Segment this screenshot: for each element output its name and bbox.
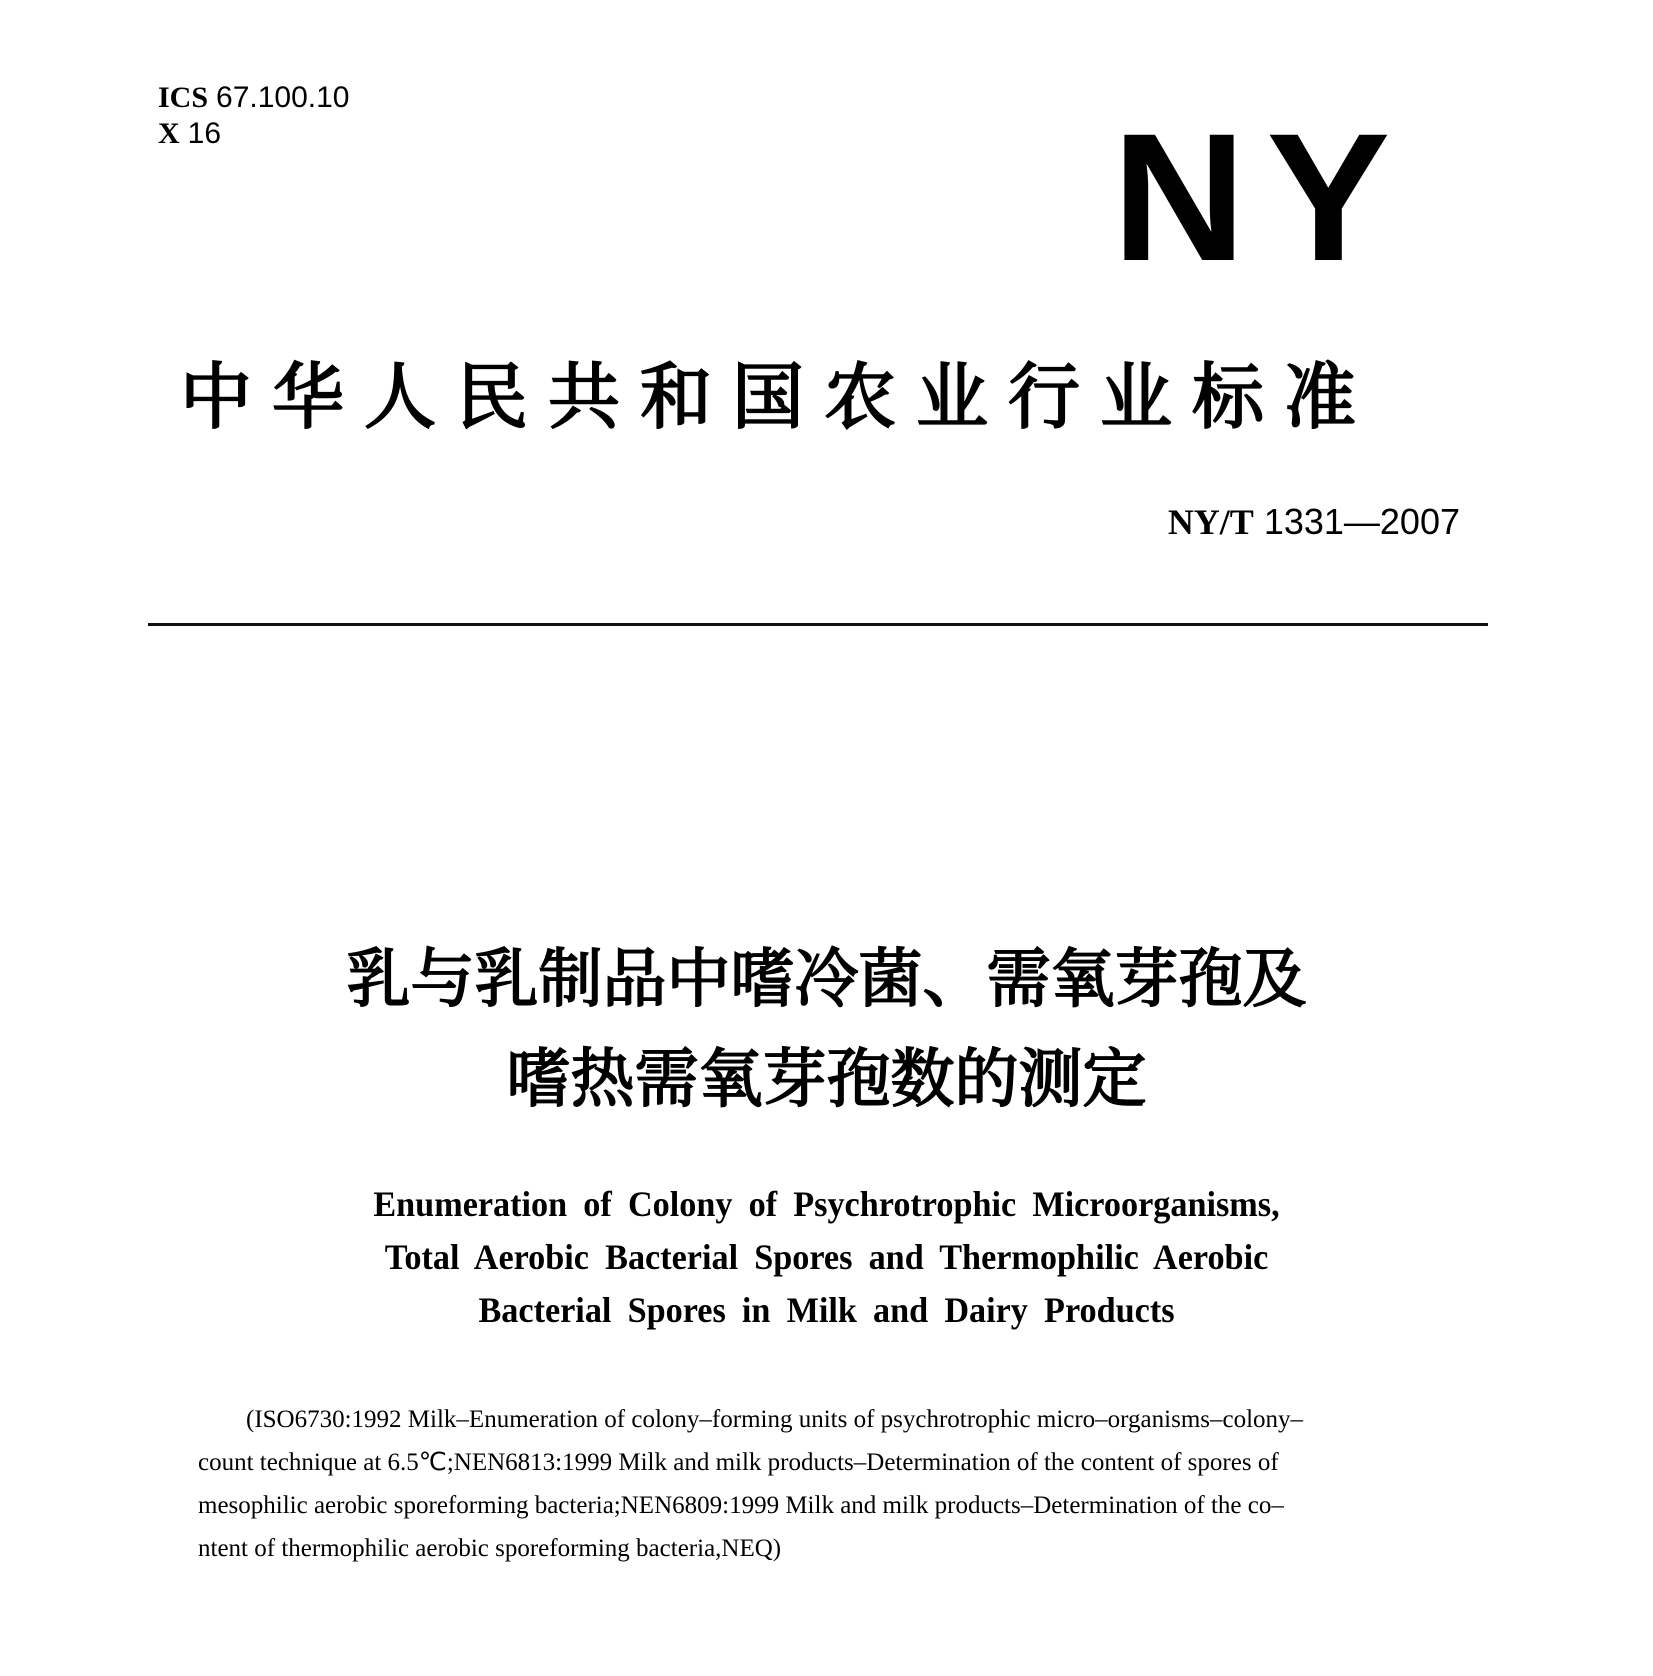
reference-line-3: mesophilic aerobic sporeforming bacteria;NEN6809:1999 Milk and milk products–Determination of the co– (198, 1492, 1284, 1519)
ics-label: ICS (158, 81, 209, 114)
ics-line (158, 80, 350, 116)
ccs-line (158, 116, 350, 152)
title-en-line-2: Total Aerobic Bacterial Spores and Thermophilic Aerobic (384, 1237, 1269, 1277)
page-header-cn: 中华人民共和国农业行业标准 (180, 355, 1377, 439)
standard-code-number: 1331—2007 (1263, 501, 1460, 542)
classification-block (158, 80, 350, 152)
title-cn-line-2: 嗜热需氧芽孢数的测定 (506, 1043, 1147, 1117)
standard-code-prefix: NY/T (1167, 502, 1254, 542)
reference-line-2: count technique at 6.5℃;NEN6813:1999 Milk and milk products–Determination of the content of spores of (198, 1449, 1279, 1476)
standard-code (1168, 500, 1460, 544)
ccs-label: X (158, 117, 180, 150)
reference-paragraph (198, 1398, 1448, 1570)
ics-value: 67.100.10 (216, 81, 350, 114)
ccs-value: 16 (187, 117, 222, 150)
title-en-line-1: Enumeration of Colony of Psychrotrophic Microorganisms, (373, 1184, 1280, 1224)
title-en-line-3: Bacterial Spores in Milk and Dairy Products (478, 1290, 1175, 1330)
title-cn-line-1: 乳与乳制品中嗜冷菌、需氧芽孢及 (346, 943, 1307, 1017)
ny-logo: NY (1112, 95, 1411, 299)
reference-line-4: ntent of thermophilic aerobic sporeforming bacteria,NEQ) (198, 1535, 782, 1562)
reference-line-1: (ISO6730:1992 Milk–Enumeration of colony–forming units of psychrotrophic micro–organisms–colony– (246, 1406, 1304, 1433)
header-divider (148, 623, 1488, 626)
